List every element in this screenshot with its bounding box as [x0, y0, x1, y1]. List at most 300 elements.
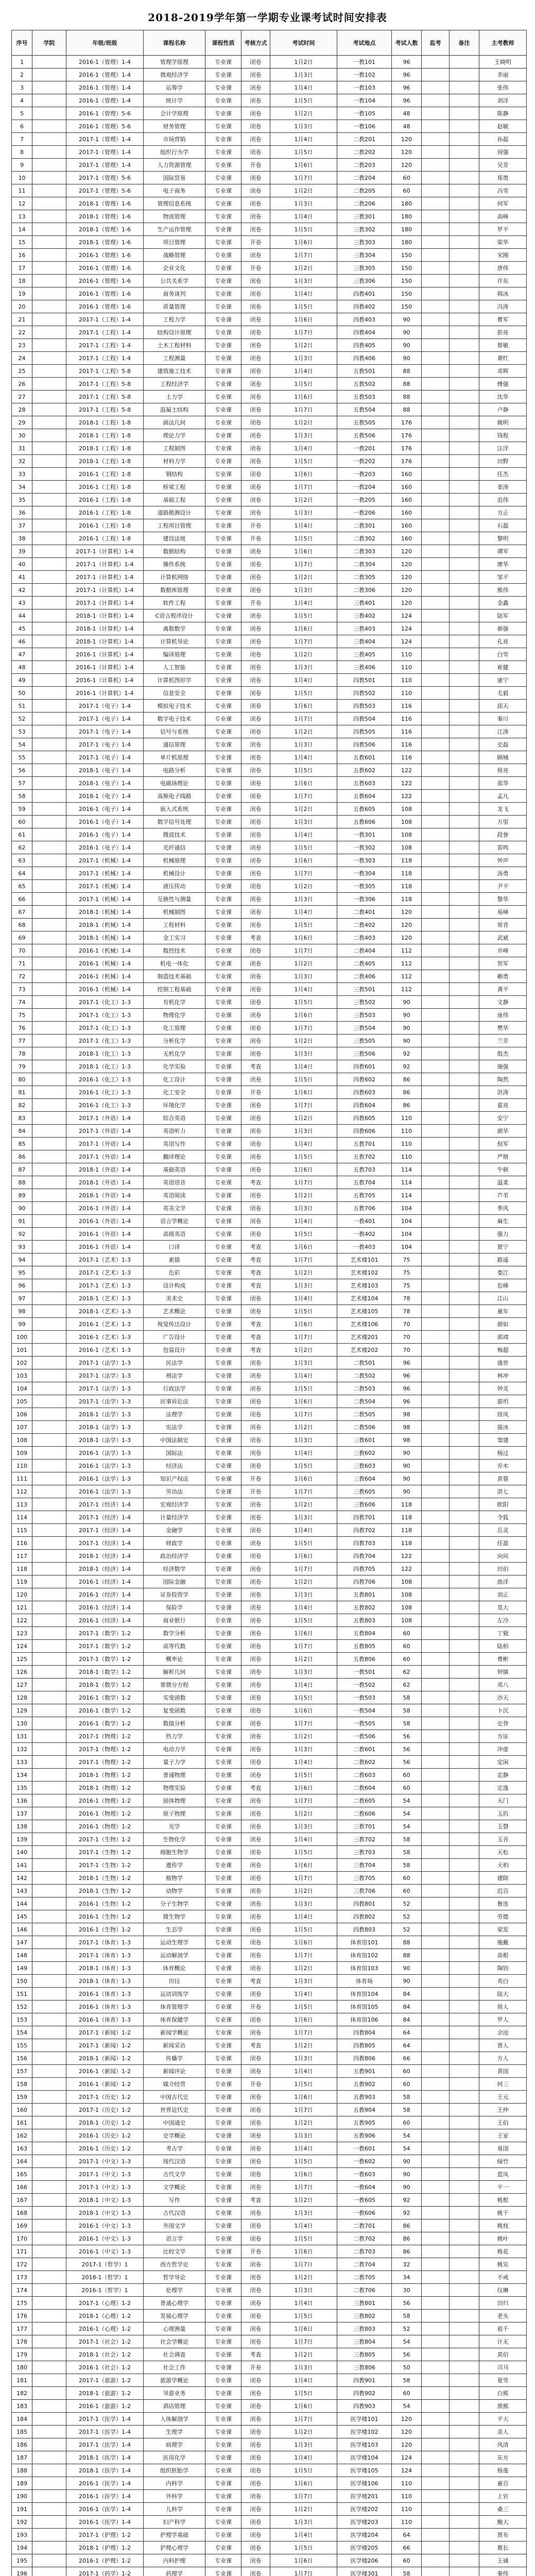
row-course: 材料力学	[144, 455, 205, 468]
row-remarks	[450, 2400, 479, 2413]
row-course: 解析几何	[144, 1666, 205, 1679]
row-proctor	[422, 893, 450, 906]
row-index: 112	[12, 1485, 32, 1498]
row-college	[32, 494, 66, 506]
row-chief-examiner: 段誉	[479, 828, 527, 841]
row-course: 民事诉讼法	[144, 1395, 205, 1408]
row-proctor	[422, 1408, 450, 1421]
row-chief-examiner: 黑熊	[479, 2400, 527, 2413]
row-assessment: 闭卷	[241, 2013, 270, 2026]
table-row	[12, 1060, 527, 1073]
row-course-type: 专业课	[205, 957, 241, 970]
row-remarks	[450, 455, 479, 468]
row-course: 发展心理学	[144, 2310, 205, 2323]
row-exam-time: 1月4日	[270, 442, 337, 455]
row-class: 2017-1（化工）1-3	[66, 1035, 144, 1047]
row-headcount: 58	[392, 1691, 422, 1704]
row-class: 2018-1（化工）1-3	[66, 1047, 144, 1060]
table-row	[12, 2503, 527, 2516]
row-exam-location: 四教404	[337, 326, 392, 339]
row-college	[32, 1859, 66, 1872]
row-remarks	[450, 2013, 479, 2026]
row-exam-location: 三教805	[337, 2348, 392, 2361]
row-exam-time: 1月7日	[270, 1872, 337, 1885]
row-exam-location: 三教603	[337, 1460, 392, 1472]
row-assessment: 闭卷	[241, 2052, 270, 2065]
row-index: 139	[12, 1833, 32, 1846]
row-remarks	[450, 2065, 479, 2078]
row-exam-location: 二教502	[337, 1369, 392, 1382]
row-chief-examiner: 罗人	[479, 2013, 527, 2026]
row-headcount: 180	[392, 236, 422, 249]
row-index: 35	[12, 494, 32, 506]
row-exam-time: 1月6日	[270, 1241, 337, 1253]
table-row	[12, 506, 527, 519]
row-assessment: 闭卷	[241, 287, 270, 300]
row-course-type: 专业课	[205, 1279, 241, 1292]
row-course-type: 专业课	[205, 1756, 241, 1769]
row-assessment: 考查	[241, 1060, 270, 1073]
row-exam-time: 1月5日	[270, 1923, 337, 1936]
row-chief-examiner: 秦川	[479, 713, 527, 725]
row-course-type: 专业课	[205, 2348, 241, 2361]
row-exam-location: 二教602	[337, 1756, 392, 1769]
row-chief-examiner: 上官	[479, 2490, 527, 2503]
row-exam-location: 四教701	[337, 1511, 392, 1524]
header-course: 课程名称	[144, 30, 205, 56]
row-index: 2	[12, 69, 32, 81]
row-remarks	[450, 2297, 479, 2310]
row-assessment: 闭卷	[241, 1524, 270, 1537]
row-chief-examiner: 傅强	[479, 378, 527, 391]
row-proctor	[422, 1060, 450, 1073]
row-headcount: 108	[392, 1575, 422, 1588]
row-exam-time: 1月2日	[270, 107, 337, 120]
row-course: 量子力学	[144, 1756, 205, 1769]
row-course: 动物学	[144, 1885, 205, 1897]
row-exam-time: 1月7日	[270, 790, 337, 803]
row-course: 新闻评论	[144, 2065, 205, 2078]
row-remarks	[450, 2181, 479, 2194]
row-college	[32, 210, 66, 223]
row-exam-location: 五教806	[337, 1653, 392, 1666]
row-course-type: 专业课	[205, 931, 241, 944]
row-chief-examiner: 冯雪	[479, 184, 527, 197]
row-headcount: 120	[392, 2438, 422, 2451]
row-exam-time: 1月7日	[270, 867, 337, 880]
row-course: 财务管理	[144, 120, 205, 133]
row-exam-location: 一教401	[337, 1215, 392, 1228]
row-assessment: 开卷	[241, 597, 270, 609]
row-index: 56	[12, 764, 32, 777]
row-exam-time: 1月2日	[270, 1035, 337, 1047]
row-class: 2018-1（哲学）1	[66, 2271, 144, 2284]
row-index: 193	[12, 2529, 32, 2541]
row-course-type: 专业课	[205, 455, 241, 468]
row-proctor	[422, 1241, 450, 1253]
row-class: 2016-1（工程）1-8	[66, 481, 144, 494]
row-exam-time: 1月7日	[270, 2413, 337, 2426]
row-index: 9	[12, 159, 32, 172]
row-exam-time: 1月2日	[270, 339, 337, 352]
row-proctor	[422, 1782, 450, 1794]
row-class: 2016-1（社会）1-2	[66, 2361, 144, 2374]
header-college: 学院	[32, 30, 66, 56]
row-headcount: 150	[392, 275, 422, 287]
row-course-type: 专业课	[205, 1035, 241, 1047]
row-assessment: 闭卷	[241, 558, 270, 571]
row-college	[32, 2039, 66, 2052]
row-class: 2016-1（电子）1-4	[66, 803, 144, 816]
row-college	[32, 1498, 66, 1511]
row-remarks	[450, 532, 479, 545]
row-exam-location: 一教302	[337, 841, 392, 854]
row-chief-examiner: 令狐	[479, 1511, 527, 1524]
row-index: 175	[12, 2297, 32, 2310]
row-course: 机械原理	[144, 854, 205, 867]
row-assessment: 闭卷	[241, 1653, 270, 1666]
row-index: 138	[12, 1820, 32, 1833]
row-exam-time: 1月4日	[270, 597, 337, 609]
row-exam-location: 二教501	[337, 1357, 392, 1369]
row-class: 2018-1（工程）1-8	[66, 416, 144, 429]
row-remarks	[450, 2348, 479, 2361]
row-class: 2016-1（计算机）1-4	[66, 661, 144, 674]
row-class: 2016-1（化工）1-3	[66, 1073, 144, 1086]
row-exam-time: 1月6日	[270, 1472, 337, 1485]
row-course-type: 专业课	[205, 1601, 241, 1614]
row-assessment: 闭卷	[241, 1885, 270, 1897]
row-chief-examiner: 颜华	[479, 1125, 527, 1138]
row-course: 电动力学	[144, 1743, 205, 1756]
row-class: 2016-1（医学）1-4	[66, 2490, 144, 2503]
row-college	[32, 996, 66, 1009]
table-row	[12, 1537, 527, 1550]
row-course: 理论力学	[144, 429, 205, 442]
row-college	[32, 1756, 66, 1769]
row-exam-location: 三教304	[337, 249, 392, 262]
table-row	[12, 1086, 527, 1099]
row-exam-location: 二教205	[337, 184, 392, 197]
row-remarks	[450, 249, 479, 262]
row-assessment: 闭卷	[241, 429, 270, 442]
row-chief-examiner: 任盈	[479, 1537, 527, 1550]
row-college	[32, 403, 66, 416]
row-assessment: 闭卷	[241, 2503, 270, 2516]
row-index: 145	[12, 1910, 32, 1923]
row-headcount: 120	[392, 919, 422, 931]
row-course-type: 专业课	[205, 1807, 241, 1820]
row-proctor	[422, 2026, 450, 2039]
row-exam-location: 五教703	[337, 1163, 392, 1176]
row-college	[32, 1125, 66, 1138]
row-assessment: 考查	[241, 2194, 270, 2207]
row-remarks	[450, 2451, 479, 2464]
row-headcount: 56	[392, 1730, 422, 1743]
row-index: 181	[12, 2374, 32, 2387]
row-exam-time: 1月7日	[270, 1794, 337, 1807]
row-assessment: 闭卷	[241, 313, 270, 326]
row-exam-time: 1月6日	[270, 777, 337, 790]
row-exam-location: 四教803	[337, 1923, 392, 1936]
row-proctor	[422, 1150, 450, 1163]
table-row	[12, 2284, 527, 2297]
row-college	[32, 146, 66, 159]
row-assessment: 闭卷	[241, 481, 270, 494]
row-college	[32, 2078, 66, 2091]
table-row	[12, 1511, 527, 1524]
row-chief-examiner: 蓝凤	[479, 2168, 527, 2181]
row-exam-time: 1月3日	[270, 2207, 337, 2219]
row-class: 2017-1（机械）1-4	[66, 854, 144, 867]
row-assessment: 闭卷	[241, 777, 270, 790]
row-index: 194	[12, 2541, 32, 2554]
row-exam-time: 1月5日	[270, 1846, 337, 1859]
row-class: 2016-1（新闻）1-2	[66, 2065, 144, 2078]
row-remarks	[450, 1653, 479, 1666]
row-index: 22	[12, 326, 32, 339]
row-course: 热力学	[144, 1730, 205, 1743]
row-course-type: 专业课	[205, 1575, 241, 1588]
row-exam-time: 1月6日	[270, 1086, 337, 1099]
row-college	[32, 674, 66, 687]
row-exam-location: 二教505	[337, 1408, 392, 1421]
row-headcount: 90	[392, 326, 422, 339]
row-assessment: 闭卷	[241, 1614, 270, 1627]
row-chief-examiner: 钱程	[479, 429, 527, 442]
row-college	[32, 609, 66, 622]
row-course-type: 专业课	[205, 1846, 241, 1859]
row-index: 120	[12, 1588, 32, 1601]
row-college	[32, 2554, 66, 2567]
row-exam-time: 1月3日	[270, 738, 337, 751]
row-course: 医用化学	[144, 2451, 205, 2464]
table-row	[12, 1202, 527, 1215]
row-exam-location: 三教804	[337, 2335, 392, 2348]
row-remarks	[450, 2258, 479, 2271]
row-chief-examiner: 田归	[479, 2297, 527, 2310]
row-assessment: 闭卷	[241, 1988, 270, 2001]
row-headcount: 60	[392, 1640, 422, 1653]
row-class: 2017-1（计算机）1-4	[66, 545, 144, 558]
table-row	[12, 236, 527, 249]
row-headcount: 60	[392, 2078, 422, 2091]
row-exam-location: 一教202	[337, 455, 392, 468]
row-exam-time: 1月4日	[270, 81, 337, 94]
row-remarks	[450, 1344, 479, 1357]
table-row	[12, 2451, 527, 2464]
row-exam-time: 1月7日	[270, 2335, 337, 2348]
row-college	[32, 1099, 66, 1112]
row-chief-examiner: 郑勇	[479, 172, 527, 184]
row-index: 173	[12, 2271, 32, 2284]
row-index: 171	[12, 2245, 32, 2258]
row-proctor	[422, 2194, 450, 2207]
row-college	[32, 2052, 66, 2065]
table-row	[12, 275, 527, 287]
row-proctor	[422, 133, 450, 146]
row-headcount: 90	[392, 1022, 422, 1035]
row-course: 人体解剖学	[144, 2413, 205, 2426]
row-assessment: 闭卷	[241, 2451, 270, 2464]
row-proctor	[422, 287, 450, 300]
row-index: 128	[12, 1691, 32, 1704]
row-class: 2018-1（心理）1-2	[66, 2310, 144, 2323]
row-chief-examiner: 孔亮	[479, 635, 527, 648]
row-remarks	[450, 2232, 479, 2245]
row-course-type: 专业课	[205, 2052, 241, 2065]
row-class: 2016-1（生物）1-2	[66, 1923, 144, 1936]
row-course: 实变函数	[144, 1691, 205, 1704]
row-proctor	[422, 2529, 450, 2541]
table-row	[12, 1434, 527, 1447]
row-exam-location: 五教906	[337, 2129, 392, 2142]
row-proctor	[422, 854, 450, 867]
row-exam-location: 一教201	[337, 442, 392, 455]
row-proctor	[422, 2361, 450, 2374]
row-exam-location: 四教902	[337, 2387, 392, 2400]
row-headcount: 60	[392, 172, 422, 184]
row-chief-examiner: 罗平	[479, 223, 527, 236]
row-course-type: 专业课	[205, 1395, 241, 1408]
row-course: 英美文学	[144, 1202, 205, 1215]
row-proctor	[422, 622, 450, 635]
row-remarks	[450, 1897, 479, 1910]
table-row	[12, 287, 527, 300]
row-chief-examiner: 沈华	[479, 391, 527, 403]
row-headcount: 114	[392, 1189, 422, 1202]
row-index: 7	[12, 133, 32, 146]
row-course: 体育概论	[144, 1962, 205, 1975]
row-index: 45	[12, 622, 32, 635]
row-exam-location: 二教203	[337, 159, 392, 172]
row-college	[32, 2091, 66, 2104]
row-course-type: 专业课	[205, 1704, 241, 1717]
table-row	[12, 1588, 527, 1601]
row-course: 基础工程	[144, 494, 205, 506]
row-assessment: 考查	[241, 1266, 270, 1279]
row-remarks	[450, 2335, 479, 2348]
row-headcount: 160	[392, 481, 422, 494]
row-class: 2017-1（计算机）1-4	[66, 597, 144, 609]
row-proctor	[422, 184, 450, 197]
row-proctor	[422, 236, 450, 249]
row-assessment: 闭卷	[241, 893, 270, 906]
row-course-type: 专业课	[205, 1292, 241, 1305]
row-class: 2017-1（物理）1-2	[66, 1756, 144, 1769]
row-index: 96	[12, 1279, 32, 1292]
row-exam-location: 一教601	[337, 2142, 392, 2155]
row-proctor	[422, 983, 450, 996]
row-college	[32, 2477, 66, 2490]
row-chief-examiner: 文静	[479, 996, 527, 1009]
row-index: 51	[12, 700, 32, 713]
row-college	[32, 2026, 66, 2039]
row-college	[32, 880, 66, 893]
row-class: 2016-1（外语）1-4	[66, 1215, 144, 1228]
row-exam-location: 二教506	[337, 1421, 392, 1434]
row-chief-examiner: 莫大	[479, 1601, 527, 1614]
row-headcount: 108	[392, 841, 422, 854]
row-headcount: 108	[392, 828, 422, 841]
row-course-type: 专业课	[205, 2001, 241, 2013]
row-remarks	[450, 403, 479, 416]
row-assessment: 开卷	[241, 1472, 270, 1485]
row-remarks	[450, 2516, 479, 2529]
row-proctor	[422, 1524, 450, 1537]
row-course: 会计学原理	[144, 107, 205, 120]
row-class: 2016-1（工程）1-8	[66, 532, 144, 545]
row-remarks	[450, 584, 479, 597]
row-chief-examiner: 曹军	[479, 313, 527, 326]
row-course: 世界近代史	[144, 2104, 205, 2116]
row-course-type: 专业课	[205, 339, 241, 352]
row-exam-time: 1月3日	[270, 1357, 337, 1369]
row-exam-time: 1月4日	[270, 1060, 337, 1073]
row-exam-time: 1月4日	[270, 519, 337, 532]
row-index: 151	[12, 1988, 32, 2001]
row-exam-time: 1月7日	[270, 481, 337, 494]
row-remarks	[450, 1292, 479, 1305]
row-course-type: 专业课	[205, 2039, 241, 2052]
row-course: 史学概论	[144, 2129, 205, 2142]
row-exam-time: 1月5日	[270, 1228, 337, 1241]
row-index: 178	[12, 2335, 32, 2348]
row-chief-examiner: 周强	[479, 146, 527, 159]
row-exam-location: 一教106	[337, 120, 392, 133]
row-class: 2018-1（法学）1-3	[66, 1408, 144, 1421]
row-chief-examiner: 计无	[479, 2335, 527, 2348]
row-course-type: 专业课	[205, 880, 241, 893]
row-chief-examiner: 高根	[479, 1949, 527, 1962]
table-row	[12, 1717, 527, 1730]
row-exam-location: 三教705	[337, 1872, 392, 1885]
row-exam-location: 体育馆105	[337, 2001, 392, 2013]
row-exam-location: 五教601	[337, 751, 392, 764]
row-remarks	[450, 545, 479, 558]
row-assessment: 闭卷	[241, 2026, 270, 2039]
row-headcount: 122	[392, 1563, 422, 1575]
row-exam-time: 1月4日	[270, 2451, 337, 2464]
table-row	[12, 1369, 527, 1382]
row-assessment: 闭卷	[241, 944, 270, 957]
row-headcount: 60	[392, 2554, 422, 2567]
row-proctor	[422, 1189, 450, 1202]
row-exam-time: 1月3日	[270, 1511, 337, 1524]
row-remarks	[450, 2129, 479, 2142]
row-class: 2018-1（数学）1-2	[66, 1679, 144, 1691]
row-course-type: 专业课	[205, 2219, 241, 2232]
row-college	[32, 184, 66, 197]
row-chief-examiner: 丁勉	[479, 1627, 527, 1640]
row-assessment: 闭卷	[241, 2104, 270, 2116]
row-remarks	[450, 854, 479, 867]
row-chief-examiner: 祖千	[479, 2323, 527, 2335]
row-course: 英语听力	[144, 1125, 205, 1138]
row-college	[32, 1060, 66, 1073]
row-index: 84	[12, 1125, 32, 1138]
row-exam-time: 1月7日	[270, 1563, 337, 1575]
row-course: 基础英语	[144, 1163, 205, 1176]
row-college	[32, 764, 66, 777]
row-chief-examiner: 梅超	[479, 1344, 527, 1357]
row-course: 通信原理	[144, 738, 205, 751]
row-index: 36	[12, 506, 32, 519]
row-course-type: 专业课	[205, 2207, 241, 2219]
row-headcount: 116	[392, 738, 422, 751]
row-class: 2017-1（数学）1-2	[66, 1627, 144, 1640]
row-college	[32, 545, 66, 558]
